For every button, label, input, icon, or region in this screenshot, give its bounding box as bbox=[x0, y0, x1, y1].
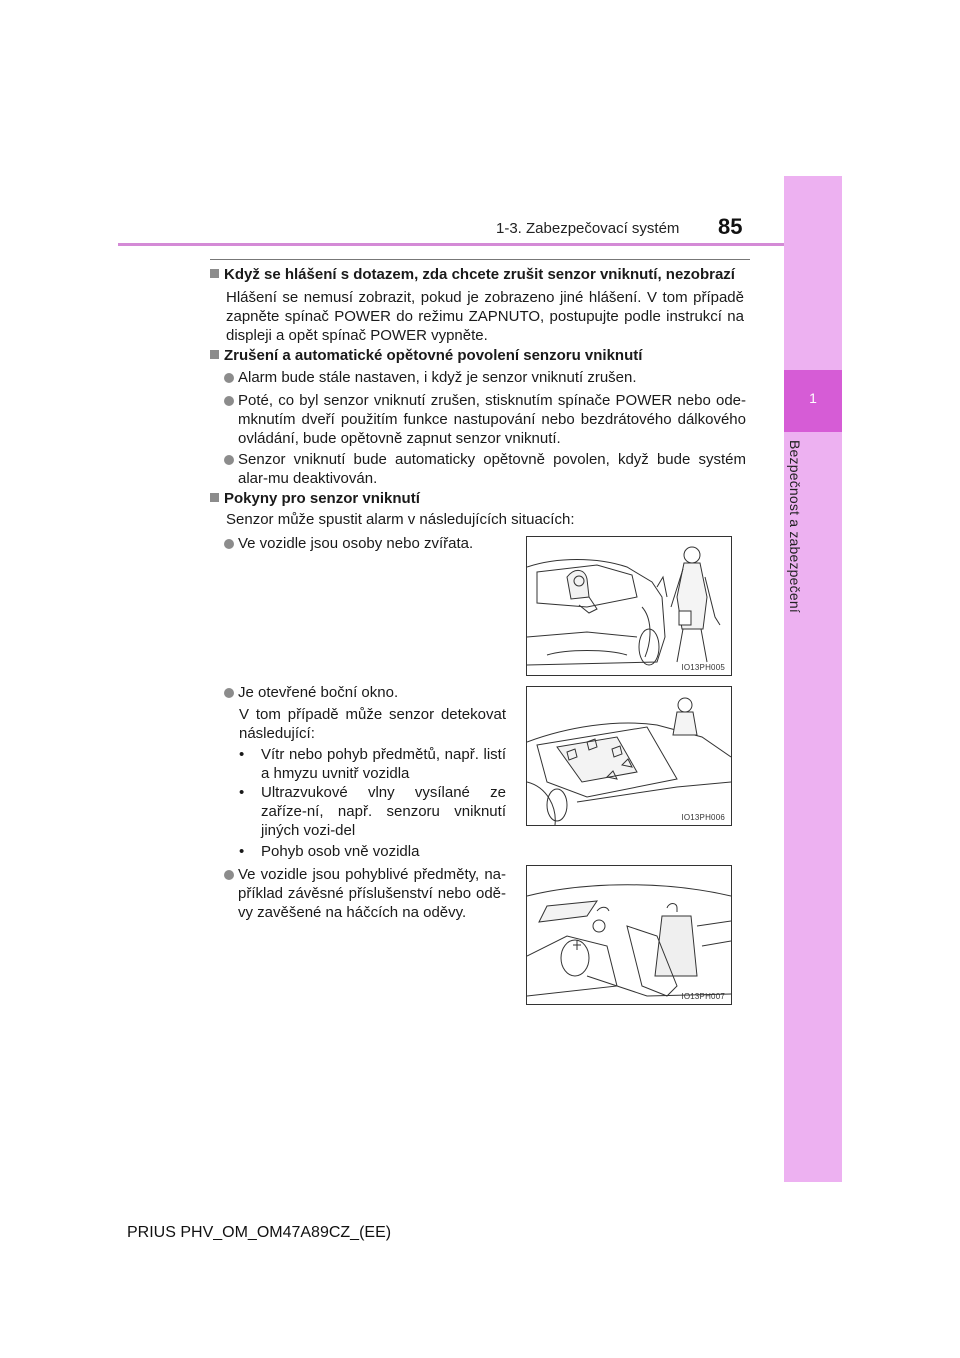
round-bullet-icon bbox=[224, 455, 234, 465]
dot-marker: • bbox=[239, 746, 245, 763]
sub-list-text: Vítr nebo pohyb předmětů, např. listí a hmyzu uvnitř vozidla bbox=[261, 746, 506, 782]
sub-list-text: Ultrazvukové vlny vysílané ze zaříze-ní, např. senzoru vniknutí jiných vozi-del bbox=[261, 784, 506, 839]
section-title: 1-3. Zabezpečovací systém bbox=[496, 220, 680, 237]
chapter-number: 1 bbox=[809, 390, 817, 406]
figure-id: IO13PH006 bbox=[681, 813, 725, 822]
figure-persons-animals-in-vehicle bbox=[526, 536, 732, 676]
open-window-illustration bbox=[527, 687, 731, 825]
bullet-item bbox=[224, 450, 746, 488]
section-paragraph-1: Hlášení se nemusí zobrazit, pokud je zobrazeno jiné hlášení. V tom případě zapněte spínač POWER do režimu ZAPNUTO, postupujte podle instrukcí na displeji a opět spínač POWER vypněte. bbox=[226, 289, 744, 344]
sub-list-item bbox=[239, 745, 506, 783]
cabin-interior-illustration bbox=[527, 866, 731, 1004]
bullet-item bbox=[224, 683, 506, 702]
section-heading-2 bbox=[210, 346, 755, 365]
sub-list bbox=[239, 745, 506, 861]
bullet-item bbox=[224, 865, 506, 922]
square-bullet-icon bbox=[210, 493, 219, 502]
figure-open-side-window bbox=[526, 686, 732, 826]
section-heading-3 bbox=[210, 489, 755, 508]
page-number: 85 bbox=[718, 214, 743, 239]
figure-id: IO13PH005 bbox=[681, 663, 725, 672]
round-bullet-icon bbox=[224, 870, 234, 880]
sub-list-text: Pohyb osob vně vozidla bbox=[261, 843, 420, 860]
round-bullet-icon bbox=[224, 396, 234, 406]
header-rule bbox=[118, 243, 784, 246]
dot-marker: • bbox=[239, 784, 245, 801]
bullet-text: Poté, co byl senzor vniknutí zrušen, stisknutím spínače POWER nebo ode-mknutím dveří použitím funkce nastupování nebo bezdrátového dálkového ovládání, bude opětovně zapnut senzor vniknutí. bbox=[238, 392, 746, 447]
car-with-dog-illustration bbox=[527, 537, 731, 675]
bullet-text: Ve vozidle jsou osoby nebo zvířata. bbox=[238, 535, 474, 552]
section-paragraph-3: Senzor může spustit alarm v následujících situacích: bbox=[226, 511, 575, 528]
sub-list-item bbox=[239, 842, 506, 861]
bullet-text: Ve vozidle jsou pohyblivé předměty, na-příklad závěsné příslušenství nebo odě-vy zavěšené na háčcích na oděvy. bbox=[238, 866, 506, 921]
section-heading-text: Když se hlášení s dotazem, zda chcete zrušit senzor vniknutí, nezobrazí bbox=[224, 266, 735, 283]
chapter-label: Bezpečnost a zabezpečení bbox=[787, 440, 803, 613]
section-heading-1 bbox=[210, 265, 755, 284]
round-bullet-icon bbox=[224, 688, 234, 698]
bullet-item bbox=[224, 368, 746, 387]
bullet-text: Senzor vniknutí bude automaticky opětovně povolen, když bude systém alar-mu deaktivován. bbox=[238, 451, 746, 487]
document-footer: PRIUS PHV_OM_OM47A89CZ_(EE) bbox=[127, 1224, 392, 1241]
figure-hanging-objects bbox=[526, 865, 732, 1005]
square-bullet-icon bbox=[210, 350, 219, 359]
bullet-item bbox=[224, 391, 746, 448]
bullet-item bbox=[224, 534, 506, 553]
content-top-rule bbox=[210, 259, 750, 260]
dot-marker: • bbox=[239, 843, 245, 860]
square-bullet-icon bbox=[210, 269, 219, 278]
round-bullet-icon bbox=[224, 373, 234, 383]
section-heading-text: Pokyny pro senzor vniknutí bbox=[224, 490, 420, 507]
bullet-text: Je otevřené boční okno. bbox=[238, 684, 399, 701]
section-heading-text: Zrušení a automatické opětovné povolení senzoru vniknutí bbox=[224, 347, 643, 364]
figure-id: IO13PH007 bbox=[681, 992, 725, 1001]
bullet-subtext: V tom případě může senzor detekovat následující: bbox=[239, 706, 506, 742]
chapter-side-tab bbox=[784, 176, 842, 1182]
sub-list-item bbox=[239, 783, 506, 840]
bullet-text: Alarm bude stále nastaven, i když je senzor vniknutí zrušen. bbox=[238, 369, 637, 386]
round-bullet-icon bbox=[224, 539, 234, 549]
